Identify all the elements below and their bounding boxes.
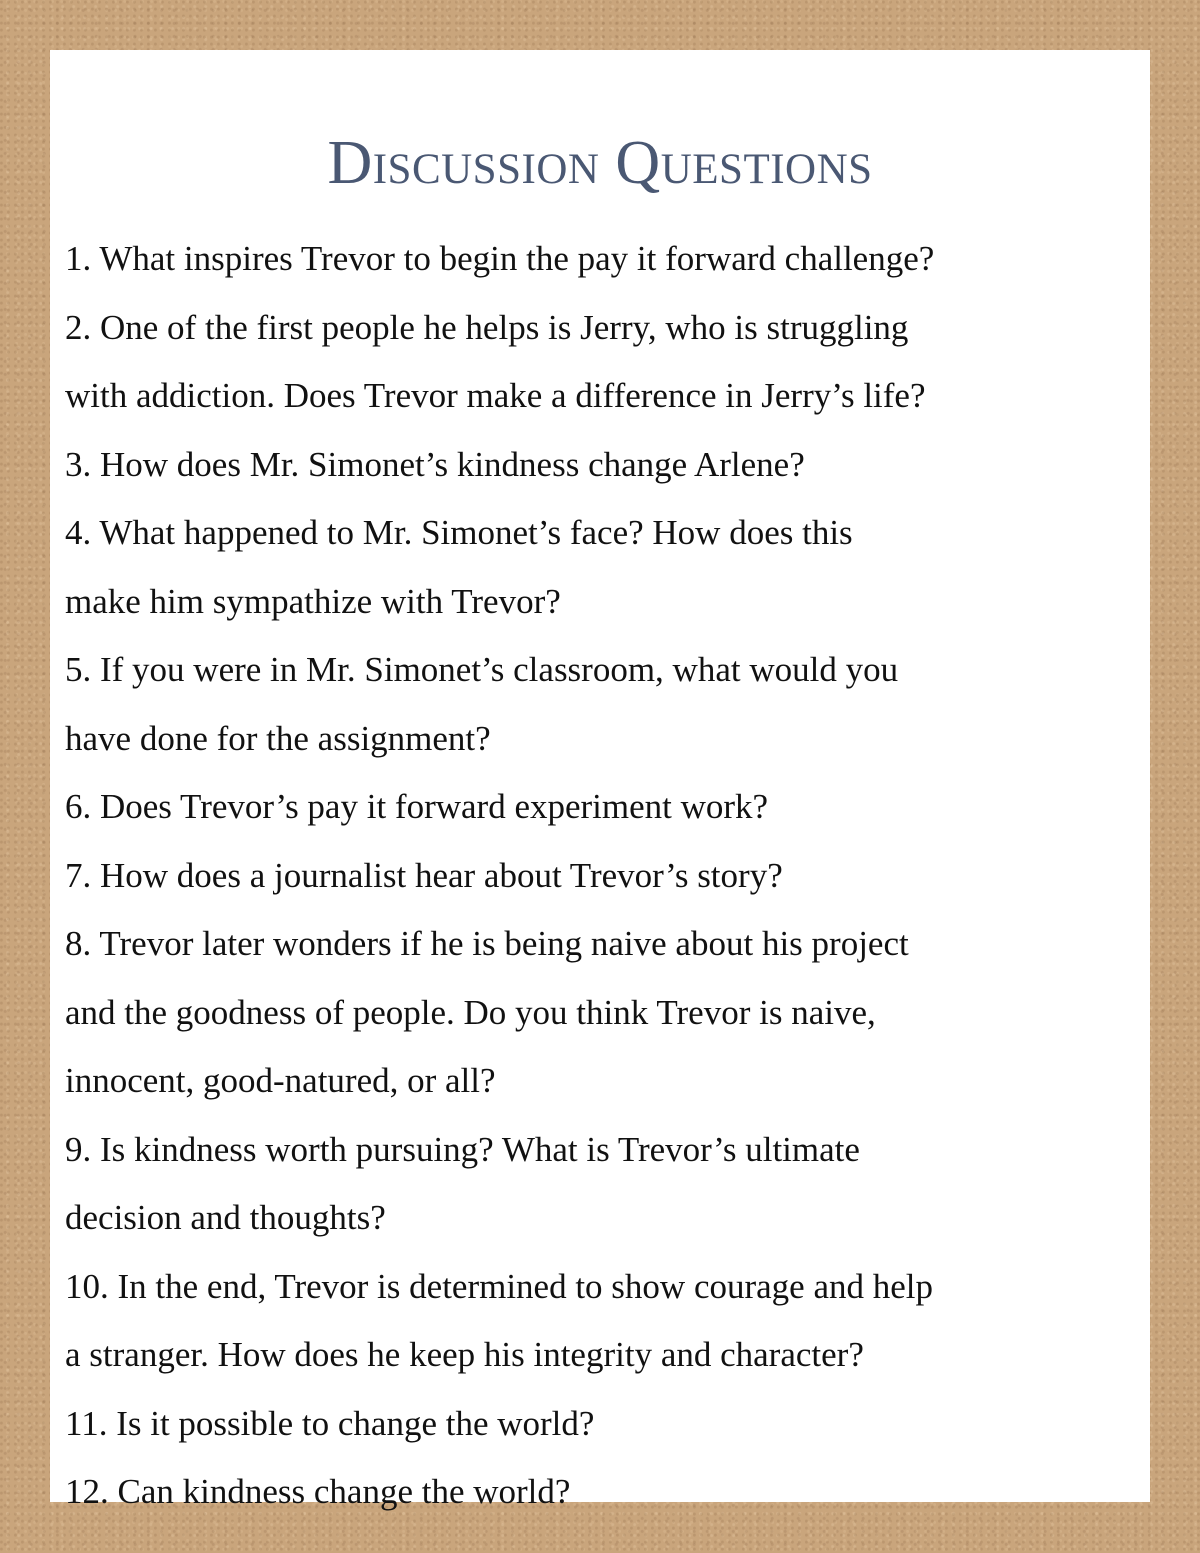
question-item: [65, 1458, 1145, 1527]
question-item: [65, 636, 1145, 773]
question-line: innocent, good-natured, or all?: [65, 1061, 496, 1100]
question-line: decision and thoughts?: [65, 1198, 386, 1237]
question-list: [65, 225, 1145, 1527]
question-item: [65, 431, 1145, 500]
question-line: have done for the assignment?: [65, 718, 491, 758]
question-line: 10. In the end, Trevor is determined to show courage and help: [65, 1266, 934, 1306]
question-item: [65, 294, 1145, 431]
question-line: 5. If you were in Mr. Simonet’s classroom, what would you: [65, 650, 899, 689]
question-line: 7. How does a journalist hear about Trevor’s story?: [65, 855, 783, 895]
question-item: [65, 1116, 1145, 1253]
question-item: [65, 1390, 1145, 1459]
questions-card: [50, 50, 1150, 1511]
question-item: [65, 225, 1145, 294]
question-line: with addiction. Does Trevor make a difference in Jerry’s life?: [65, 376, 926, 415]
question-line: a stranger. How does he keep his integrity and character?: [65, 1335, 864, 1374]
question-line: 12. Can kindness change the world?: [65, 1472, 571, 1511]
question-line: 4. What happened to Mr. Simonet’s face? How does this: [65, 513, 853, 552]
page-title: Discussion Questions: [327, 129, 873, 197]
question-line: 3. How does Mr. Simonet’s kindness change Arlene?: [65, 444, 805, 484]
question-item: [65, 842, 1145, 911]
question-item: [65, 1253, 1145, 1390]
question-item: [65, 499, 1145, 636]
question-item: [65, 773, 1145, 842]
question-line: 6. Does Trevor’s pay it forward experiment work?: [65, 787, 769, 826]
question-line: 11. Is it possible to change the world?: [65, 1403, 595, 1443]
question-line: and the goodness of people. Do you think Trevor is naive,: [65, 992, 876, 1032]
question-line: 9. Is kindness worth pursuing? What is Trevor’s ultimate: [65, 1129, 860, 1169]
question-item: [65, 910, 1145, 1116]
question-line: 8. Trevor later wonders if he is being naive about his project: [65, 924, 909, 963]
question-line: make him sympathize with Trevor?: [65, 581, 561, 621]
question-line: 2. One of the first people he helps is Jerry, who is struggling: [65, 307, 909, 347]
question-line: 1. What inspires Trevor to begin the pay it forward challenge?: [65, 239, 935, 278]
